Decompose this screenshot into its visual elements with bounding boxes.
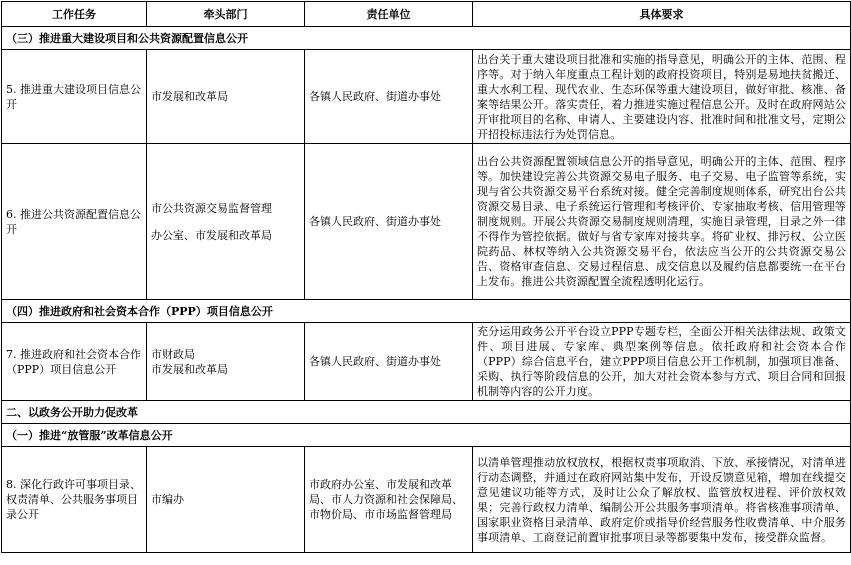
table-row	[2, 447, 851, 553]
task-cell: 8. 深化行政许可事项目录、权责清单、公共服务事项目录公开	[2, 447, 147, 553]
header-unit: 责任单位	[305, 2, 473, 27]
section-title: （四）推进政府和社会资本合作（PPP）项目信息公开	[2, 300, 851, 323]
section-title: （一）推进“放管服”改革信息公开	[2, 424, 851, 447]
dept-cell: 市编办	[147, 447, 305, 553]
req-cell: 出台公共资源配置领域信息公开的指导意见，明确公开的主体、范围、程序等。加快建设完善公共资源交易电子服务、电子交易、电子监管等系统，实现与省公共资源交易平台系统对接。健全完善制度规则体系，研究出台公共资源交易目录、电子系统运行管理和考核评价、专家抽取考核、信用管理等制度规则。开展公共资源交易制度规则清理，实施目录管理，目录之外一律不得作为管控依据。做好与省专家库对接共享。将矿业权、排污权、公立医院药品、林权等纳入公共资源交易平台，依法应当公开的公共资源交易公告、资格审查信息、交易过程信息、成交信息以及履约信息都要统一在平台上发布。推进公共资源配置全流程透明化运行。	[473, 144, 851, 300]
table-row	[2, 323, 851, 401]
table-row	[2, 144, 851, 300]
task-cell: 6. 推进公共资源配置信息公开	[2, 144, 147, 300]
unit-cell: 各镇人民政府、街道办事处	[305, 323, 473, 401]
dept-line: 市公共资源交易监督管理	[151, 201, 272, 215]
section-row-2-1	[2, 424, 851, 447]
dept-line: 市财政局	[151, 347, 195, 361]
major-section-title: 二、以政务公开助力促改革	[2, 401, 851, 424]
header-row	[2, 2, 851, 27]
section-title: （三）推进重大建设项目和公共资源配置信息公开	[2, 27, 851, 50]
major-section-row	[2, 401, 851, 424]
header-req: 具体要求	[473, 2, 851, 27]
req-cell: 出台关于重大建设项目批准和实施的指导意见，明确公开的主体、范围、程序等。对于纳入年度重点工程计划的政府投资项目，特别是易地扶贫搬迁、重大水利工程、现代农业、生态环保等重大建设项目，做好审批、核准、备案等结果公开。落实责任，着力推进实施过程信息公开。及时在政府网站公开审批项目的名称、申请人、主要建设内容、批准时间和批准文号，定期公开招投标违法行为处罚信息。	[473, 50, 851, 144]
req-cell: 以清单管理推动放权放权，根据权责事项取消、下放、承接情况，对清单进行动态调整，并通过在政府网站集中发布，开设反馈意见箱，增加在线提交意见建议功能等方式，及时让公众了解放权、监管放权进程、评价放权效果；完善行政权力清单、编制公开公共服务事项清单。将省核准事项清单、国家职业资格目录清单、政府定价或指导价经营服务性收费清单、中介服务事项清单、工商登记前置审批事项目录等都要集中发布，接受群众监督。	[473, 447, 851, 553]
dept-cell	[147, 144, 305, 300]
dept-cell: 市发展和改革局	[147, 50, 305, 144]
task-table	[1, 1, 851, 553]
section-row-3	[2, 27, 851, 50]
task-cell: 5. 推进重大建设项目信息公开	[2, 50, 147, 144]
unit-cell: 各镇人民政府、街道办事处	[305, 50, 473, 144]
req-cell: 充分运用政务公开平台设立PPP专题专栏，全面公开相关法律法规、政策文件、项目进展、专家库、典型案例等信息。依托政府和社会资本合作（PPP）综合信息平台，建立PPP项目信息公开工作机制，加强项目准备、采购、执行等阶段信息的公开，加大对社会资本参与方式、项目合同和回报机制等内容的公开力度。	[473, 323, 851, 401]
dept-line: 办公室、市发展和改革局	[151, 228, 272, 242]
unit-cell: 市政府办公室、市发展和改革局、市人力资源和社会保障局、市物价局、市市场监督管理局	[305, 447, 473, 553]
task-cell: 7. 推进政府和社会资本合作（PPP）项目信息公开	[2, 323, 147, 401]
unit-cell: 各镇人民政府、街道办事处	[305, 144, 473, 300]
dept-line: 市发展和改革局	[151, 362, 228, 376]
dept-cell	[147, 323, 305, 401]
header-task: 工作任务	[2, 2, 147, 27]
table-row	[2, 50, 851, 144]
section-row-4	[2, 300, 851, 323]
header-dept: 牵头部门	[147, 2, 305, 27]
